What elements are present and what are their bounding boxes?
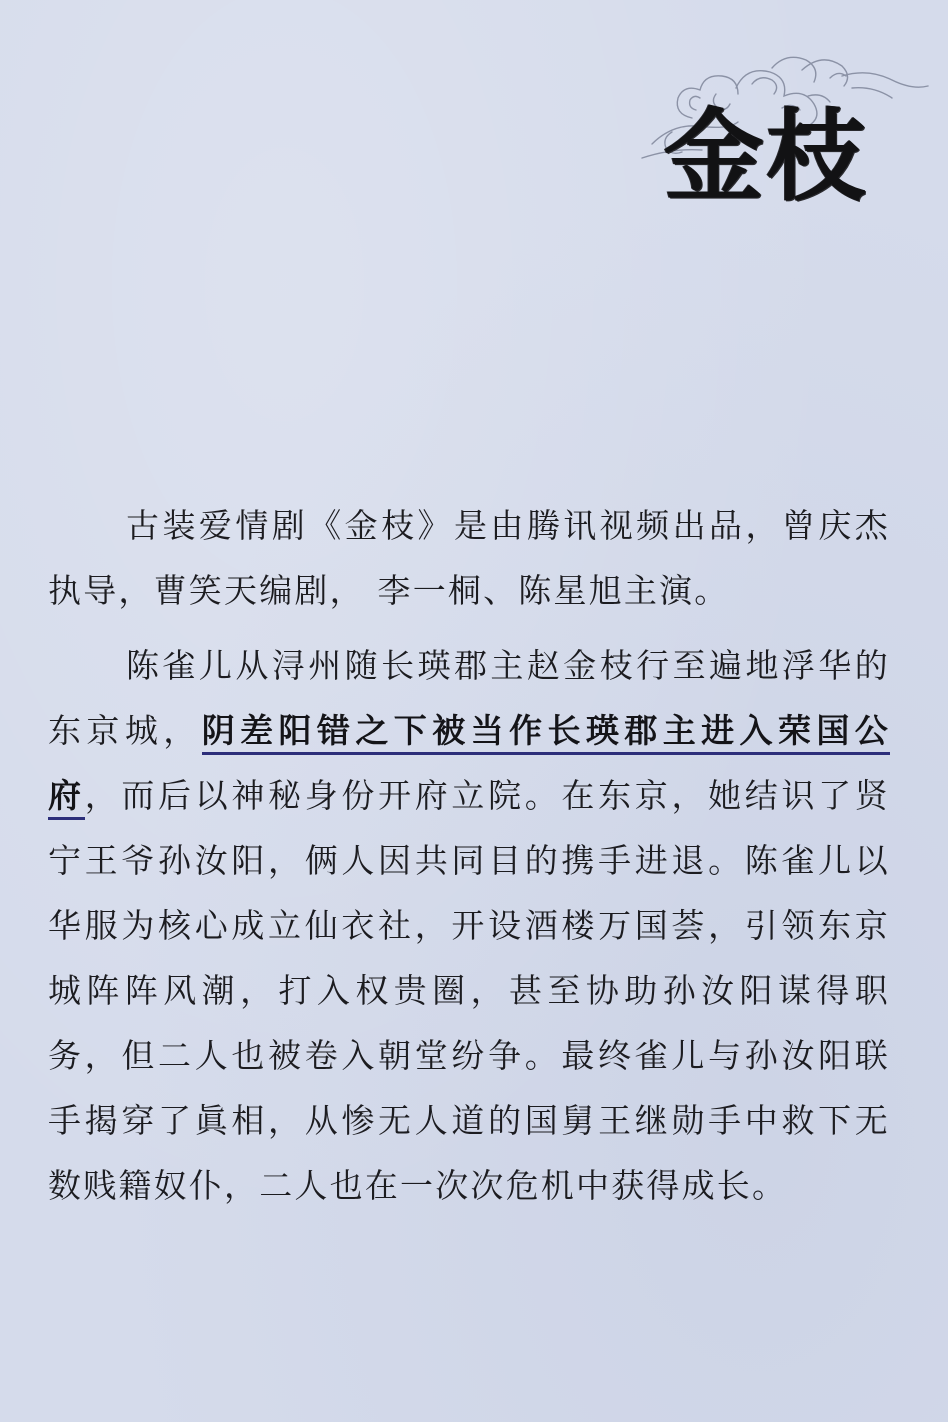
synopsis-text-after: ，而后以神秘身份开府立院。在东京，她结识了贤宁王爷孙汝阳，俩人因共同目的携手进退。陈雀儿以华服为核心成立仙衣社，开设酒楼万国荟，引领东京城阵阵风潮，打入权贵圈，甚至协助孙汝阳谋得职务，但二人也被卷入朝堂纷争。最终雀儿与孙汝阳联手揭穿了眞相，从惨无人道的国舅王继勋手中救下无数贱籍奴仆，二人也在一次次危机中获得成长。 <box>48 776 891 1205</box>
highlighted-phrase: 阴差阳错之下被当作长瑛郡主进入荣国公府 <box>48 711 890 820</box>
page-title: 金枝 <box>664 97 868 215</box>
paragraph-synopsis <box>48 633 890 1218</box>
synopsis-text-before: 陈雀儿从浔州随长瑛郡主赵金枝行至遍地浮华的东京城， <box>48 646 890 750</box>
paragraph-intro: 古装爱情剧《金枝》是由腾讯视频出品，曾庆杰执导，曹笑天编剧， 李一桐、陈星旭主演。 <box>48 506 890 610</box>
article-body <box>48 493 890 1228</box>
